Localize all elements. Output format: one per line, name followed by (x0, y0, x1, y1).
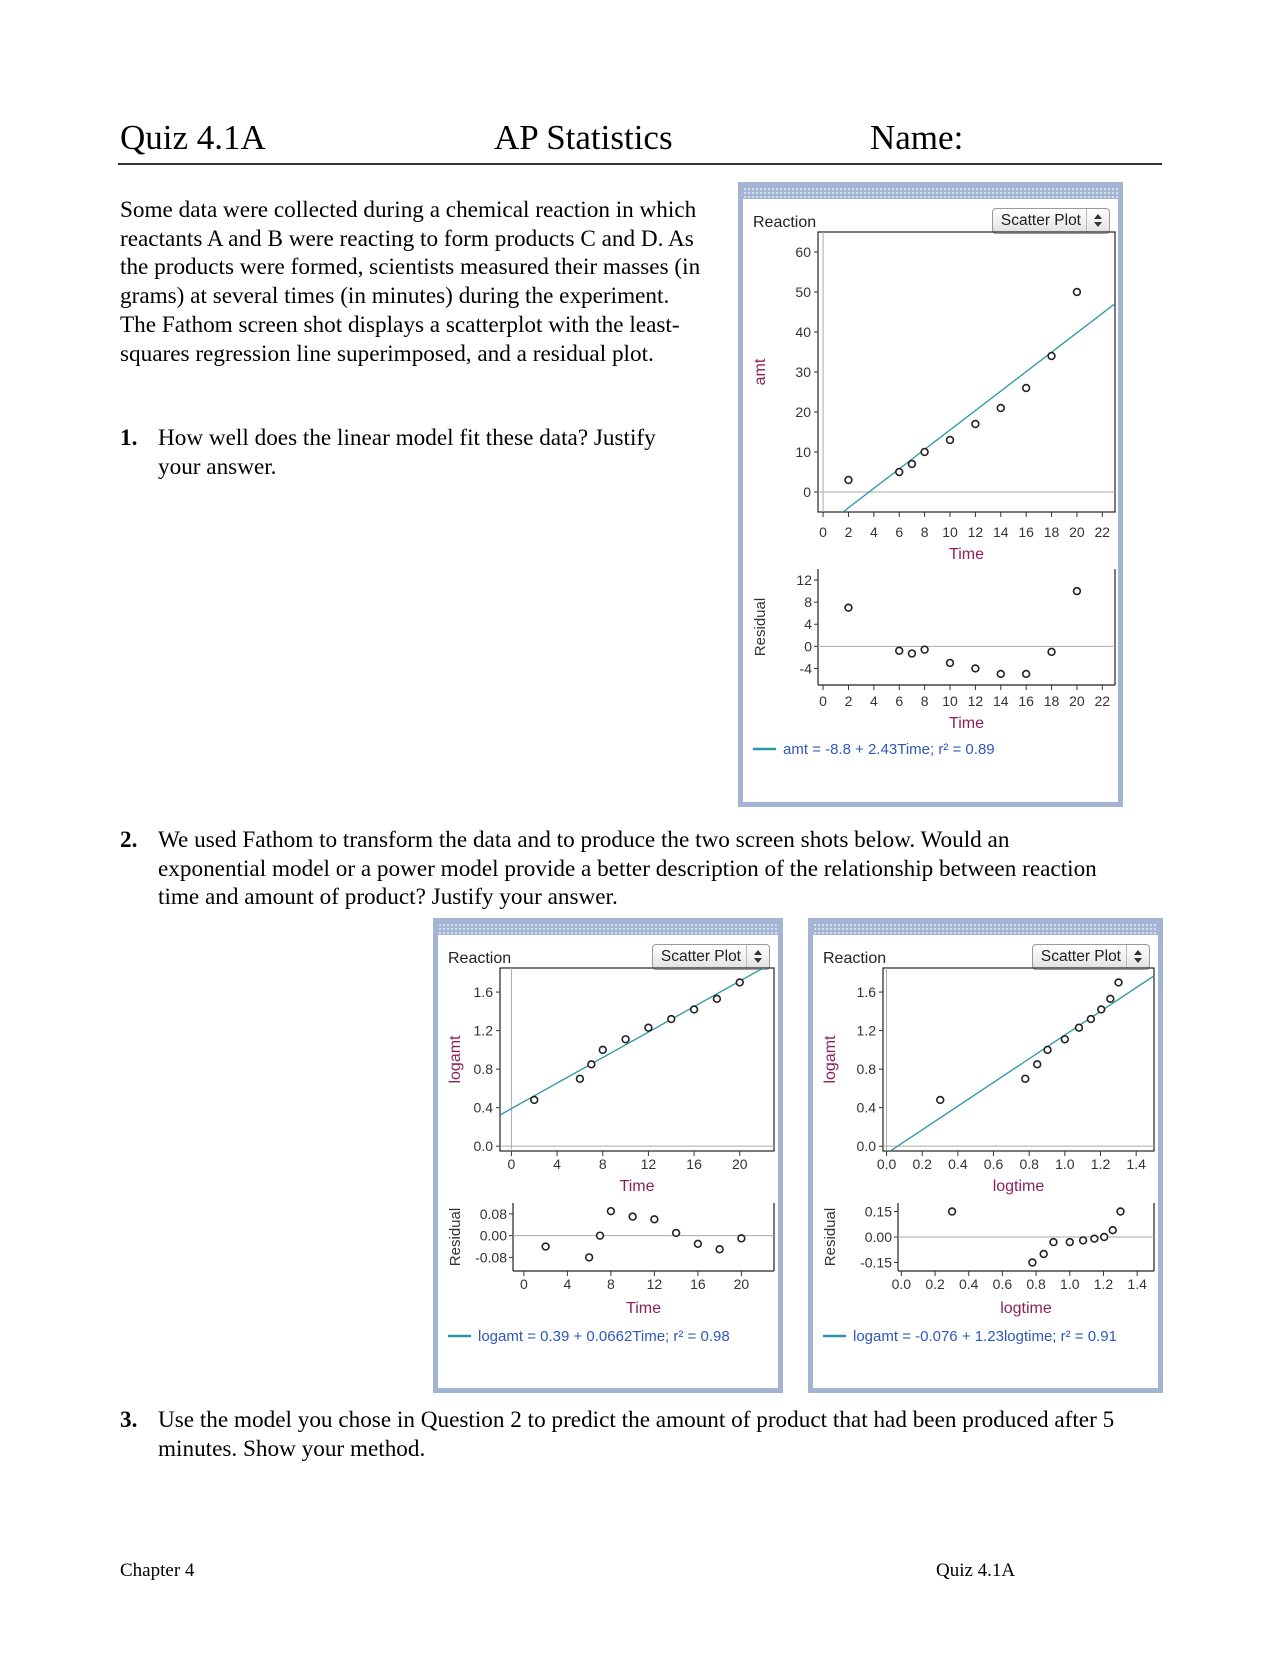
y-tick-label: 0.4 (473, 1099, 493, 1116)
y-tick-label: 60 (795, 244, 811, 260)
data-point (1087, 1016, 1094, 1023)
residual-x-tick-label: 10 (942, 693, 958, 709)
name-label: Name: (870, 118, 964, 157)
residual-y-axis-label: Residual (822, 1207, 839, 1267)
residual-point (1066, 1239, 1073, 1246)
residual-point (1117, 1208, 1124, 1215)
data-point (1022, 1075, 1029, 1082)
panel-title: Reaction (448, 950, 512, 967)
residual-point (1029, 1259, 1036, 1266)
residual-point (1080, 1237, 1087, 1244)
panel-title: Reaction (753, 214, 817, 231)
y-axis-label: logamt (447, 1035, 464, 1084)
regression-line (500, 962, 774, 1115)
residual-point (586, 1254, 593, 1261)
exponential-chart (438, 923, 778, 1388)
data-point (972, 421, 979, 428)
y-tick-label: 1.6 (473, 984, 493, 1001)
residual-x-tick-label: 0.0 (891, 1276, 912, 1292)
residual-point (1109, 1227, 1116, 1234)
residual-y-tick-label: -0.15 (860, 1254, 892, 1271)
residual-x-tick-label: 0.2 (925, 1276, 945, 1292)
residual-x-axis-label: Time (626, 1300, 661, 1317)
regression-line (883, 976, 1154, 1156)
y-tick-label: 50 (795, 284, 811, 300)
regression-equation: logamt = -0.076 + 1.23logtime; r² = 0.91 (853, 1328, 1117, 1345)
residual-point (651, 1216, 658, 1223)
linear-chart (743, 187, 1118, 802)
y-tick-label: 0 (803, 484, 811, 500)
data-point (599, 1046, 606, 1053)
question-text: Use the model you chose in Question 2 to predict the amount of product that had been produced after 5 minutes. Show your method. (158, 1407, 1115, 1462)
residual-point (629, 1213, 636, 1220)
question-number: 3. (120, 1407, 138, 1433)
residual-x-tick-label: 20 (733, 1276, 750, 1292)
residual-point (921, 646, 928, 653)
panel-title: Reaction (823, 950, 887, 967)
y-tick-label: 1.6 (856, 984, 876, 1001)
x-tick-label: 1.0 (1055, 1156, 1075, 1172)
residual-y-tick-label: -0.08 (475, 1249, 507, 1266)
header-rule (118, 163, 1162, 165)
plot-frame (883, 968, 1154, 1151)
data-point (909, 461, 916, 468)
x-tick-label: 20 (1069, 524, 1085, 540)
y-tick-label: 1.2 (473, 1022, 493, 1039)
residual-point (542, 1243, 549, 1250)
x-axis-label: logtime (992, 1178, 1045, 1195)
data-point (736, 979, 743, 986)
data-point (937, 1097, 944, 1104)
residual-x-tick-label: 4 (869, 693, 878, 709)
y-tick-label: 20 (795, 404, 811, 420)
x-tick-label: 0.8 (1019, 1156, 1039, 1172)
residual-point (1023, 671, 1030, 678)
footer-quiz: Quiz 4.1A (936, 1560, 1016, 1581)
y-tick-label: 1.2 (856, 1022, 876, 1039)
residual-point (1074, 588, 1081, 595)
y-tick-label: 0.8 (856, 1061, 876, 1078)
data-point (1098, 1006, 1105, 1013)
residual-x-tick-label: 18 (1043, 693, 1060, 709)
y-axis-label: amt (752, 358, 769, 386)
regression-equation: amt = -8.8 + 2.43Time; r² = 0.89 (783, 741, 995, 758)
data-point (896, 469, 903, 476)
residual-point (845, 604, 852, 611)
x-tick-label: 14 (992, 524, 1009, 540)
x-tick-label: 4 (869, 524, 878, 540)
residual-x-tick-label: 8 (606, 1276, 615, 1292)
regression-equation: logamt = 0.39 + 0.0662Time; r² = 0.98 (478, 1328, 730, 1345)
residual-x-tick-label: 12 (646, 1276, 663, 1292)
residual-point (947, 660, 954, 667)
x-tick-label: 0 (819, 524, 827, 540)
x-tick-label: 0.2 (912, 1156, 932, 1172)
course-title: AP Statistics (494, 118, 673, 157)
x-tick-label: 0.6 (983, 1156, 1004, 1172)
residual-point (949, 1208, 956, 1215)
x-tick-label: 20 (731, 1156, 748, 1172)
x-tick-label: 8 (920, 524, 929, 540)
residual-x-tick-label: 0 (519, 1276, 528, 1292)
x-tick-label: 0.4 (948, 1156, 968, 1172)
residual-x-tick-label: 1.4 (1127, 1276, 1147, 1292)
x-tick-label: 2 (844, 524, 853, 540)
y-tick-label: 0.0 (856, 1138, 876, 1155)
x-tick-label: 10 (942, 524, 958, 540)
residual-x-tick-label: 2 (844, 693, 853, 709)
y-tick-label: 30 (795, 364, 811, 380)
x-tick-label: 0 (507, 1156, 516, 1172)
y-tick-label: 0.8 (473, 1061, 493, 1078)
data-point (947, 437, 954, 444)
data-point (1115, 979, 1122, 986)
residual-y-axis-label: Residual (447, 1207, 464, 1267)
scatter-plot-menu-label: Scatter Plot (1000, 212, 1081, 229)
residual-x-tick-label: 20 (1069, 693, 1085, 709)
x-tick-label: 16 (686, 1156, 702, 1172)
fathom-panel-linear (738, 182, 1123, 807)
x-axis-label: Time (949, 546, 984, 563)
data-point (1023, 385, 1030, 392)
data-point (997, 405, 1004, 412)
fathom-panel-power (808, 918, 1163, 1393)
residual-point (607, 1208, 614, 1215)
data-point (622, 1036, 629, 1043)
quiz-title: Quiz 4.1A (120, 118, 266, 157)
power-chart (813, 923, 1158, 1388)
residual-x-tick-label: 1.2 (1093, 1276, 1114, 1292)
residual-x-tick-label: 14 (992, 693, 1009, 709)
residual-point (1048, 648, 1055, 655)
residual-x-tick-label: 16 (1018, 693, 1034, 709)
question-text: How well does the linear model fit these data? Justify your answer. (158, 425, 656, 480)
data-point (921, 449, 928, 456)
residual-x-tick-label: 6 (895, 693, 904, 709)
residual-x-tick-label: 22 (1094, 693, 1111, 709)
footer-chapter: Chapter 4 (120, 1560, 195, 1581)
residual-y-tick-label: 12 (796, 572, 812, 589)
residual-point (972, 665, 979, 672)
data-point (645, 1024, 652, 1031)
data-point (1061, 1036, 1068, 1043)
data-point (1076, 1024, 1083, 1031)
residual-point (997, 671, 1004, 678)
data-point (668, 1016, 675, 1023)
plot-frame (500, 968, 774, 1151)
residual-y-tick-label: 8 (804, 594, 812, 611)
y-tick-label: 40 (795, 324, 811, 340)
data-point (1044, 1046, 1051, 1053)
residual-x-axis-label: logtime (1000, 1300, 1052, 1317)
residual-y-tick-label: 0.15 (864, 1203, 892, 1220)
plot-frame (818, 232, 1115, 512)
residual-point (1101, 1234, 1108, 1241)
fathom-panel-exponential (433, 918, 783, 1393)
intro-paragraph: Some data were collected during a chemical reaction in which reactants A and B were reacting to form products C and D. As the products were formed, scientists measured their masses (in grams) at several times (in minutes) during the experiment. The Fathom screen shot displays a scatterplot with the least-squares regression line superimposed, and a residual plot. (120, 197, 701, 367)
residual-point (1050, 1239, 1057, 1246)
residual-point (738, 1235, 745, 1242)
x-tick-label: 1.4 (1126, 1156, 1146, 1172)
residual-point (896, 647, 903, 654)
residual-y-tick-label: 0.08 (479, 1205, 507, 1222)
question-number: 2. (120, 827, 138, 853)
x-tick-label: 22 (1094, 524, 1111, 540)
data-point (845, 477, 852, 484)
data-point (714, 995, 721, 1002)
scatter-plot-menu-label: Scatter Plot (660, 948, 741, 965)
data-point (531, 1097, 538, 1104)
data-point (588, 1061, 595, 1068)
residual-point (694, 1240, 701, 1247)
x-tick-label: 1.2 (1090, 1156, 1111, 1172)
y-axis-label: logamt (822, 1035, 839, 1084)
y-tick-label: 10 (795, 444, 811, 460)
residual-point (1040, 1251, 1047, 1258)
data-point (1074, 289, 1081, 296)
residual-y-axis-label: Residual (752, 597, 769, 657)
residual-x-tick-label: 1.0 (1060, 1276, 1080, 1292)
residual-y-tick-label: -4 (799, 660, 812, 677)
x-tick-label: 12 (640, 1156, 657, 1172)
x-tick-label: 18 (1043, 524, 1060, 540)
residual-point (597, 1232, 604, 1239)
residual-x-tick-label: 0.6 (992, 1276, 1013, 1292)
residual-point (673, 1230, 680, 1237)
x-tick-label: 0.0 (876, 1156, 897, 1172)
residual-x-axis-label: Time (949, 715, 984, 732)
y-tick-label: 0.0 (473, 1138, 493, 1155)
data-point (691, 1006, 698, 1013)
data-point (577, 1075, 584, 1082)
scatter-plot-menu-label: Scatter Plot (1040, 948, 1121, 965)
data-point (1048, 353, 1055, 360)
residual-x-tick-label: 0.4 (959, 1276, 979, 1292)
x-tick-label: 8 (598, 1156, 607, 1172)
x-tick-label: 6 (895, 524, 904, 540)
x-tick-label: 16 (1018, 524, 1034, 540)
residual-y-tick-label: 4 (804, 616, 812, 633)
residual-x-tick-label: 12 (967, 693, 984, 709)
residual-y-tick-label: 0.00 (479, 1227, 507, 1244)
residual-x-tick-label: 8 (920, 693, 929, 709)
x-tick-label: 12 (967, 524, 984, 540)
data-point (1034, 1061, 1041, 1068)
y-tick-label: 0.4 (856, 1099, 876, 1116)
residual-point (909, 650, 916, 657)
residual-x-tick-label: 16 (690, 1276, 706, 1292)
question-number: 1. (120, 425, 138, 451)
residual-point (1091, 1235, 1098, 1242)
x-axis-label: Time (619, 1178, 655, 1195)
residual-x-tick-label: 0.8 (1026, 1276, 1046, 1292)
x-tick-label: 4 (553, 1156, 561, 1172)
data-point (1107, 995, 1114, 1002)
question-text: We used Fathom to transform the data and to produce the two screen shots below. Would an exponential model or a power model provide a better description of the relationship between reaction time and amount of product? Justify your answer. (158, 827, 1097, 911)
residual-y-tick-label: 0 (804, 638, 812, 655)
residual-x-tick-label: 0 (819, 693, 827, 709)
residual-x-tick-label: 4 (563, 1276, 572, 1292)
residual-y-tick-label: 0.00 (864, 1229, 892, 1245)
residual-point (716, 1246, 723, 1253)
regression-line (818, 304, 1115, 531)
